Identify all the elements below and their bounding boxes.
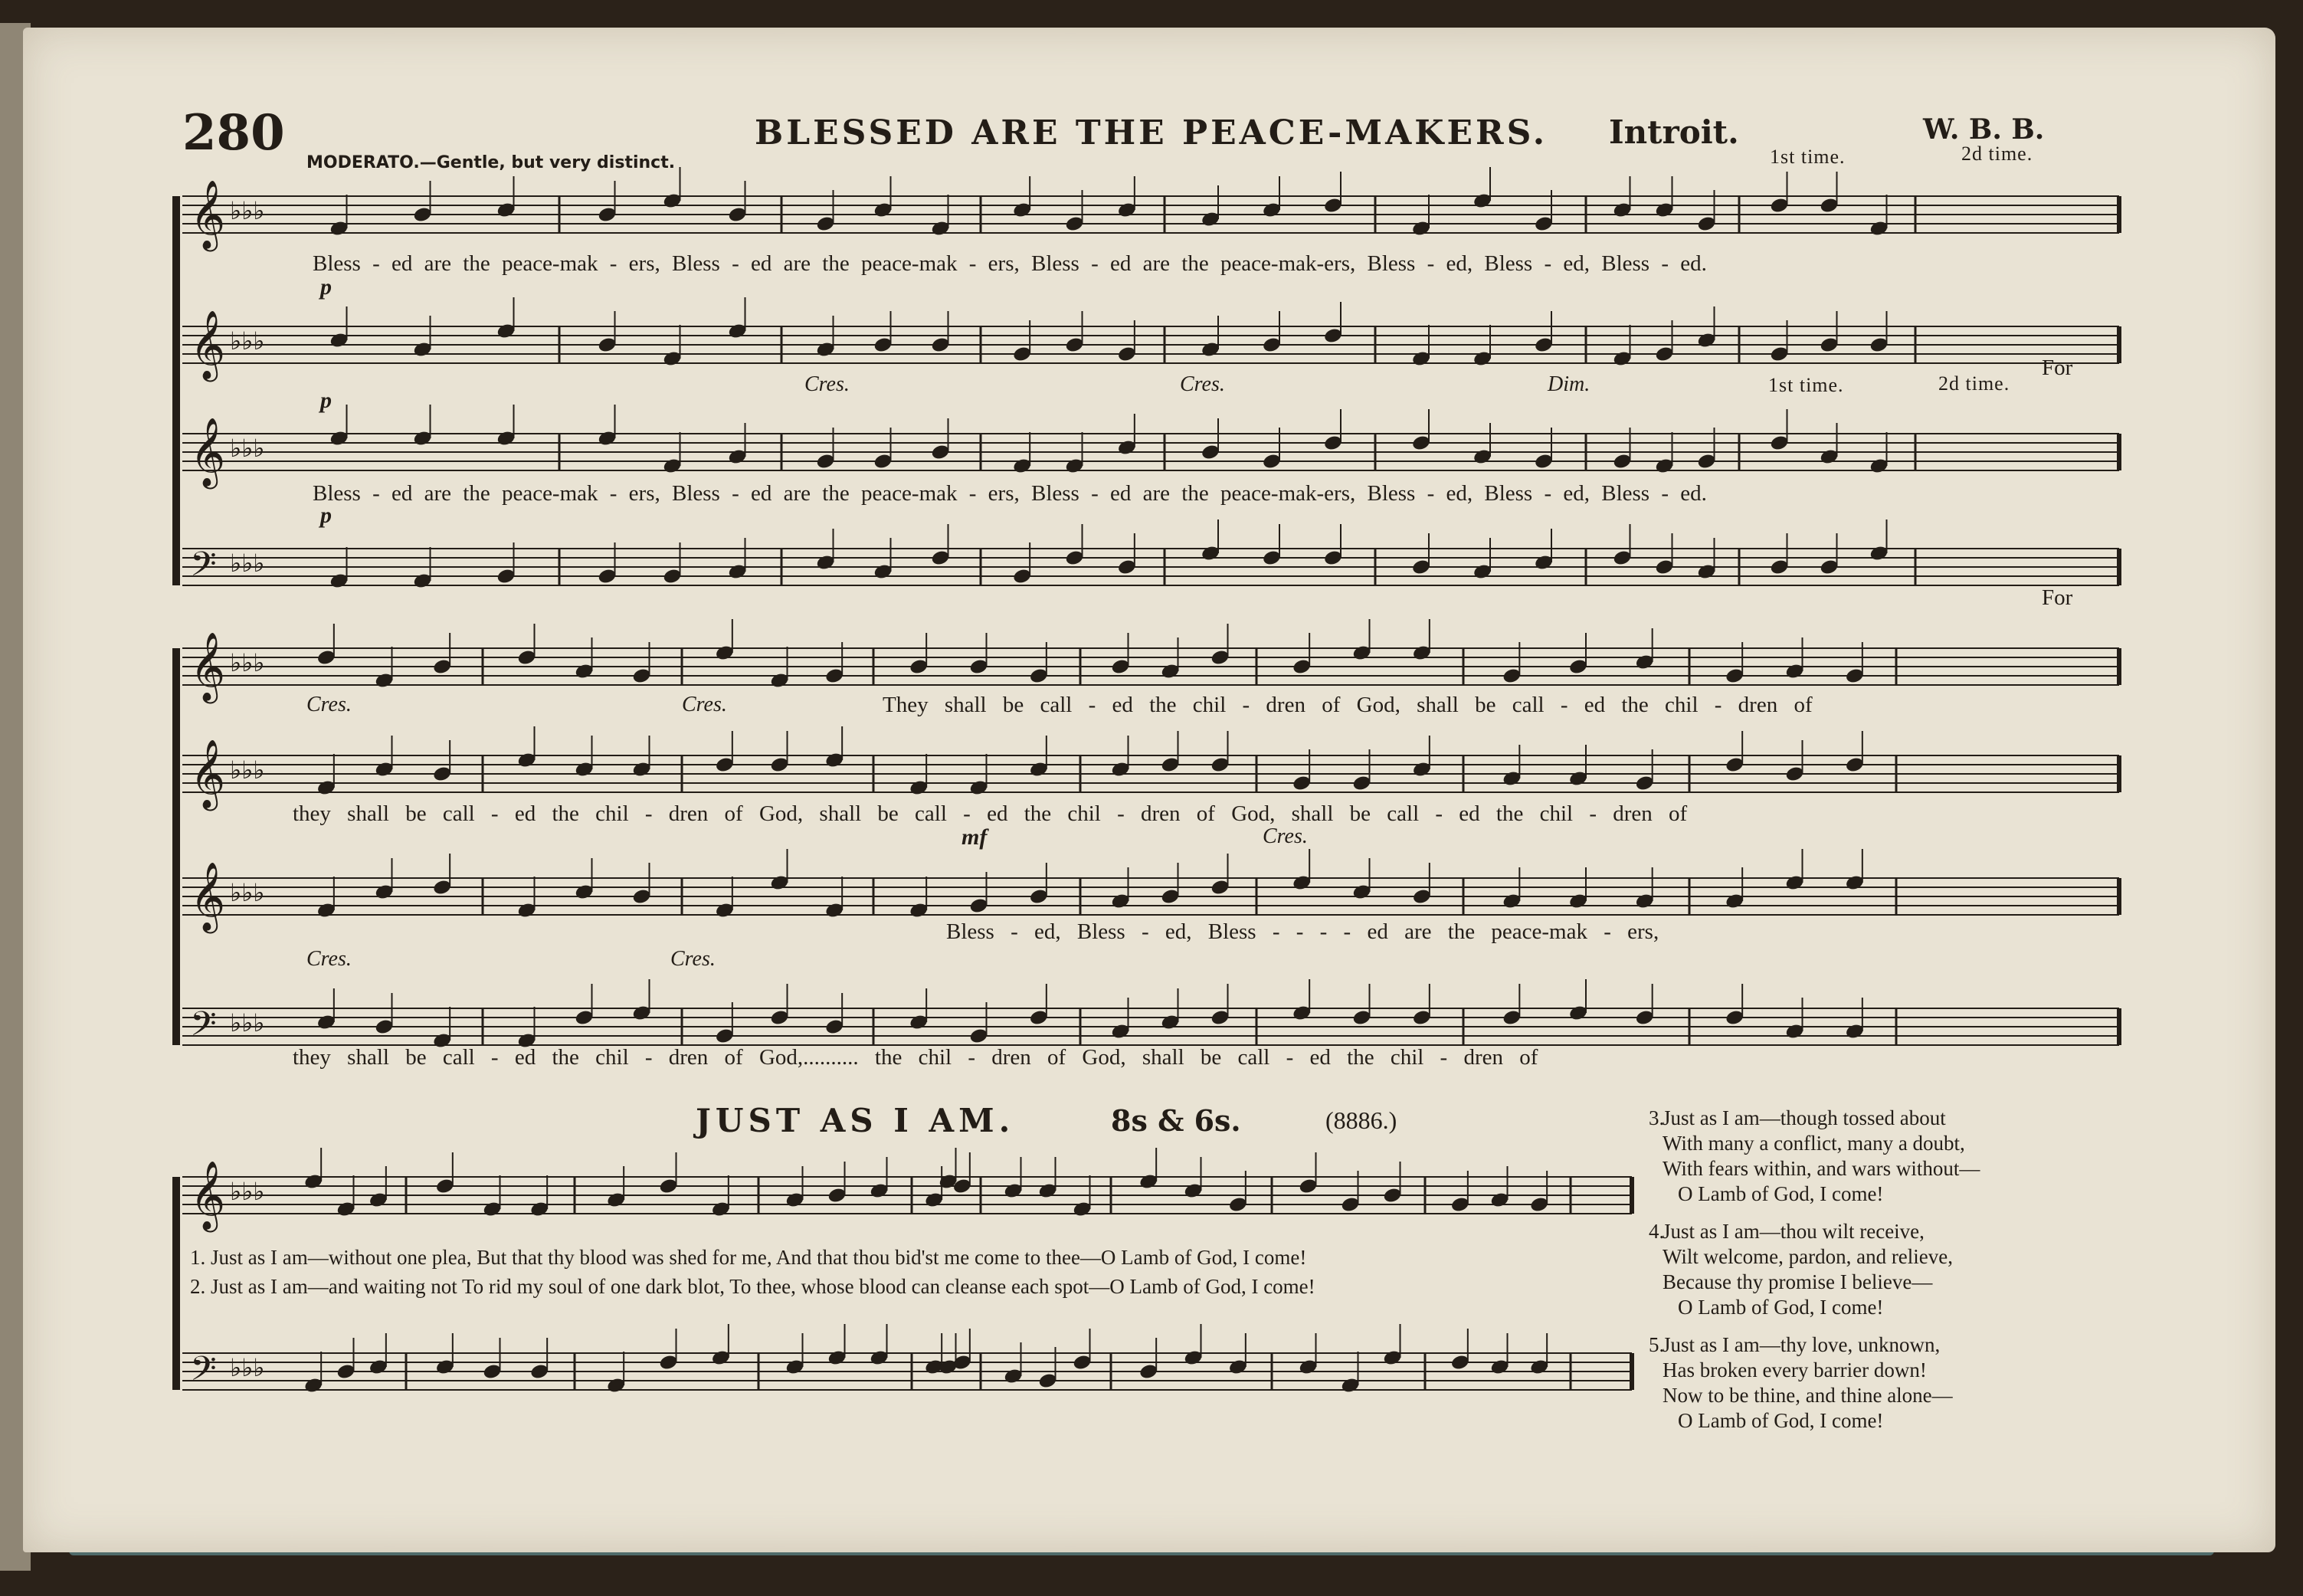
side-verse-line: Now to be thine, and thine alone— bbox=[1663, 1384, 1953, 1407]
side-verse-number: 3. bbox=[1649, 1106, 1665, 1129]
system1-lyrics-soprano: Bless - ed are the peace-mak - ers, Bless - ed are the peace-mak - ers, Bless - ed are the peace-mak-ers, Bless - ed, Bless - ed, Bless - ed. bbox=[313, 251, 1707, 276]
sys2-lyrics-tenor: Bless - ed, Bless - ed, Bless - - - - ed are the peace-mak - ers, bbox=[946, 919, 1659, 944]
bass-clef: 𝄢 bbox=[190, 544, 217, 592]
system1-lyrics-tenor: Bless - ed are the peace-mak - ers, Bless - ed are the peace-mak - ers, Bless - ed are the peace-mak-ers, Bless - ed, Bless - ed, Bless - ed. bbox=[313, 481, 1707, 506]
side-verse-number: 4. bbox=[1649, 1220, 1665, 1243]
treble-clef: 𝄞 bbox=[190, 739, 226, 808]
first-time-label-2: 1st time. bbox=[1768, 374, 1844, 396]
side-verse-number: 5. bbox=[1649, 1333, 1665, 1356]
dynamic-p-alto: p bbox=[320, 274, 332, 300]
anthem-title: BLESSED ARE THE PEACE-MAKERS. bbox=[755, 113, 1548, 152]
sys2-lyrics-alto: they shall be call - ed the chil - dren of God, shall be call - ed the chil - dren of God, shall be call - ed the chil - dren of bbox=[293, 801, 1688, 826]
dynamic-mf: mf bbox=[961, 824, 988, 850]
sys2-cres-2: Cres. bbox=[682, 693, 727, 716]
treble-clef: 𝄞 bbox=[190, 632, 226, 701]
side-verse-line: O Lamb of God, I come! bbox=[1678, 1296, 1884, 1319]
treble-clef: 𝄞 bbox=[190, 1161, 226, 1230]
side-verse-line: Has broken every barrier down! bbox=[1663, 1358, 1927, 1381]
bass-cres-1: Cres. bbox=[306, 947, 352, 971]
key-signature-flats: ♭♭♭ bbox=[230, 755, 265, 785]
key-signature-flats: ♭♭♭ bbox=[230, 434, 265, 463]
alto-dim: Dim. bbox=[1548, 372, 1590, 396]
side-verse-line: Just as I am—thou wilt receive, bbox=[1663, 1220, 1925, 1243]
sys2-cres-1: Cres. bbox=[306, 693, 352, 716]
key-signature-flats: ♭♭♭ bbox=[230, 326, 265, 356]
sys2-lyrics-soprano: They shall be call - ed the chil - dren of God, shall be call - ed the chil - dren of bbox=[883, 693, 1813, 717]
hymn-verse-1: 1. Just as I am—without one plea, But that thy blood was shed for me, And that thou bid'st me come to thee—O Lamb of God, I come! bbox=[190, 1246, 1307, 1269]
bass-clef: 𝄢 bbox=[190, 1349, 217, 1397]
hymnal-page bbox=[23, 28, 2275, 1552]
second-time-label: 2d time. bbox=[1961, 143, 2033, 165]
key-signature-flats: ♭♭♭ bbox=[230, 1177, 265, 1206]
page-number: 280 bbox=[182, 104, 285, 162]
bass-for: For bbox=[2042, 585, 2073, 610]
side-verse-line: Because thy promise I believe— bbox=[1663, 1270, 1933, 1293]
alto-cres-2: Cres. bbox=[1180, 372, 1225, 396]
bass-clef: 𝄢 bbox=[190, 1004, 217, 1052]
side-verse-line: Just as I am—thy love, unknown, bbox=[1663, 1333, 1941, 1356]
key-signature-flats: ♭♭♭ bbox=[230, 648, 265, 677]
anthem-author: W. B. B. bbox=[1923, 113, 2045, 146]
key-signature-flats: ♭♭♭ bbox=[230, 1008, 265, 1037]
tenor-cres: Cres. bbox=[1263, 824, 1308, 848]
side-verse-line: Just as I am—though tossed about bbox=[1663, 1106, 1946, 1129]
side-verse-line: With many a conflict, many a doubt, bbox=[1663, 1132, 1965, 1155]
dynamic-p-bass: p bbox=[320, 503, 332, 528]
side-verse-line: With fears within, and wars without— bbox=[1663, 1157, 1980, 1180]
hymn-meter: 8s & 6s. bbox=[1111, 1103, 1241, 1138]
key-signature-flats: ♭♭♭ bbox=[230, 549, 265, 578]
side-verse-line: O Lamb of God, I come! bbox=[1678, 1409, 1884, 1432]
dynamic-p-tenor: p bbox=[320, 388, 332, 413]
treble-clef: 𝄞 bbox=[190, 418, 226, 487]
treble-clef: 𝄞 bbox=[190, 180, 226, 249]
first-time-label: 1st time. bbox=[1770, 146, 1846, 168]
hymn-verse-2: 2. Just as I am—and waiting not To rid my soul of one dark blot, To thee, whose blood can cleanse each spot—O Lamb of God, I come! bbox=[190, 1275, 1315, 1298]
treble-clef: 𝄞 bbox=[190, 862, 226, 931]
key-signature-flats: ♭♭♭ bbox=[230, 878, 265, 907]
sys2-lyrics-bass: they shall be call - ed the chil - dren of God,.......... the chil - dren of God, shall be call - ed the chil - dren of bbox=[293, 1045, 1538, 1070]
bass-cres-2: Cres. bbox=[670, 947, 716, 971]
second-time-label-2: 2d time. bbox=[1938, 372, 2010, 395]
key-signature-flats: ♭♭♭ bbox=[230, 1353, 265, 1382]
hymn-title: JUST AS I AM. bbox=[696, 1102, 1015, 1139]
alto-cres-1: Cres. bbox=[804, 372, 850, 396]
alto-for: For bbox=[2042, 356, 2073, 380]
side-verse-line: Wilt welcome, pardon, and relieve, bbox=[1663, 1245, 1954, 1268]
side-verse-line: O Lamb of God, I come! bbox=[1678, 1182, 1884, 1205]
anthem-type: Introit. bbox=[1609, 113, 1739, 151]
hymn-number: (8886.) bbox=[1325, 1106, 1397, 1134]
key-signature-flats: ♭♭♭ bbox=[230, 196, 265, 225]
treble-clef: 𝄞 bbox=[190, 310, 226, 379]
tempo-marking: MODERATO.—Gentle, but very distinct. bbox=[306, 153, 676, 172]
